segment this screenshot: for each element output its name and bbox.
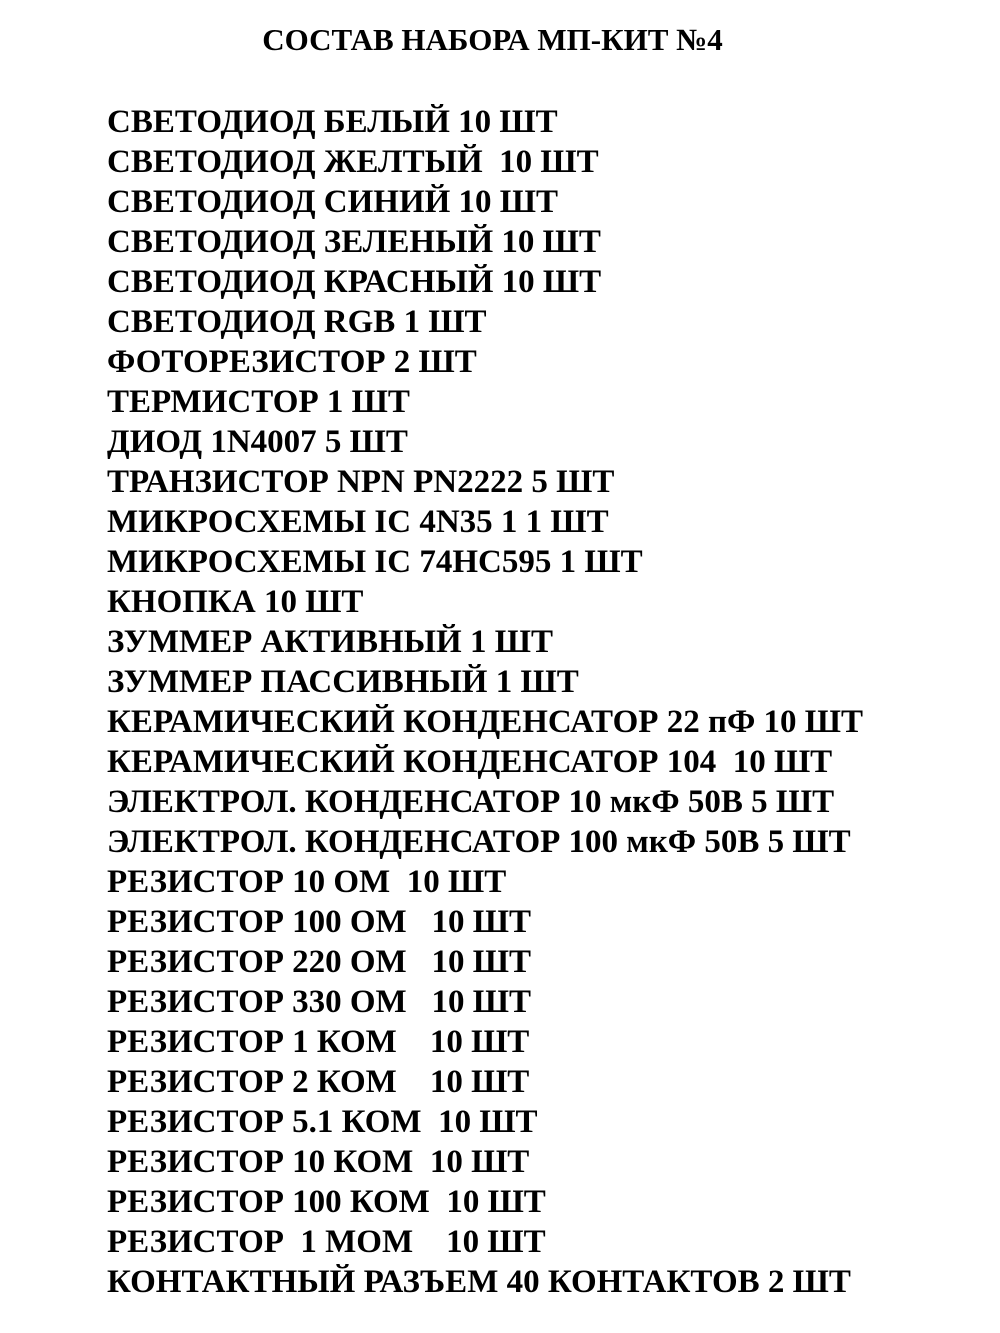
list-item: РЕЗИСТОР 2 КОМ 10 ШТ: [107, 1064, 530, 1100]
list-item: ФОТОРЕЗИСТОР 2 ШТ: [107, 344, 477, 380]
list-item: РЕЗИСТОР 100 КОМ 10 ШТ: [107, 1184, 546, 1220]
list-item: СВЕТОДИОД СИНИЙ 10 ШТ: [107, 184, 559, 220]
list-item: КНОПКА 10 ШТ: [107, 584, 364, 620]
list-item: РЕЗИСТОР 5.1 КОМ 10 ШТ: [107, 1104, 538, 1140]
list-item: ЗУММЕР ПАССИВНЫЙ 1 ШТ: [107, 664, 579, 700]
list-item: МИКРОСХЕМЫ IC 4N35 1 1 ШТ: [107, 504, 609, 540]
list-item: ЗУММЕР АКТИВНЫЙ 1 ШТ: [107, 624, 553, 660]
list-item: РЕЗИСТОР 10 ОМ 10 ШТ: [107, 864, 507, 900]
list-item: КЕРАМИЧЕСКИЙ КОНДЕНСАТОР 104 10 ШТ: [107, 744, 833, 780]
list-item: РЕЗИСТОР 330 ОМ 10 ШТ: [107, 984, 531, 1020]
kit-contents-list: [107, 102, 863, 1302]
list-item: ДИОД 1N4007 5 ШТ: [107, 424, 408, 460]
list-item: РЕЗИСТОР 1 МОМ 10 ШТ: [107, 1224, 546, 1260]
list-item: СВЕТОДИОД ЗЕЛЕНЫЙ 10 ШТ: [107, 224, 601, 260]
list-item: МИКРОСХЕМЫ IC 74HC595 1 ШТ: [107, 544, 643, 580]
list-item: СВЕТОДИОД RGB 1 ШТ: [107, 304, 487, 340]
list-item: СВЕТОДИОД КРАСНЫЙ 10 ШТ: [107, 264, 602, 300]
list-item: РЕЗИСТОР 10 КОМ 10 ШТ: [107, 1144, 530, 1180]
list-item: КОНТАКТНЫЙ РАЗЪЕМ 40 КОНТАКТОВ 2 ШТ: [107, 1264, 851, 1300]
document-title: СОСТАВ НАБОРА МП-КИТ №4: [262, 22, 723, 57]
list-item: ЭЛЕКТРОЛ. КОНДЕНСАТОР 100 мкФ 50В 5 ШТ: [107, 824, 851, 860]
list-item: РЕЗИСТОР 220 ОМ 10 ШТ: [107, 944, 531, 980]
list-item: КЕРАМИЧЕСКИЙ КОНДЕНСАТОР 22 пФ 10 ШТ: [107, 704, 864, 740]
list-item: СВЕТОДИОД ЖЕЛТЫЙ 10 ШТ: [107, 144, 599, 180]
list-item: ТЕРМИСТОР 1 ШТ: [107, 384, 410, 420]
list-item: ТРАНЗИСТОР NPN PN2222 5 ШТ: [107, 464, 615, 500]
list-item: РЕЗИСТОР 100 ОМ 10 ШТ: [107, 904, 531, 940]
list-item: СВЕТОДИОД БЕЛЫЙ 10 ШТ: [107, 104, 558, 140]
list-item: ЭЛЕКТРОЛ. КОНДЕНСАТОР 10 мкФ 50В 5 ШТ: [107, 784, 835, 820]
list-item: РЕЗИСТОР 1 КОМ 10 ШТ: [107, 1024, 530, 1060]
